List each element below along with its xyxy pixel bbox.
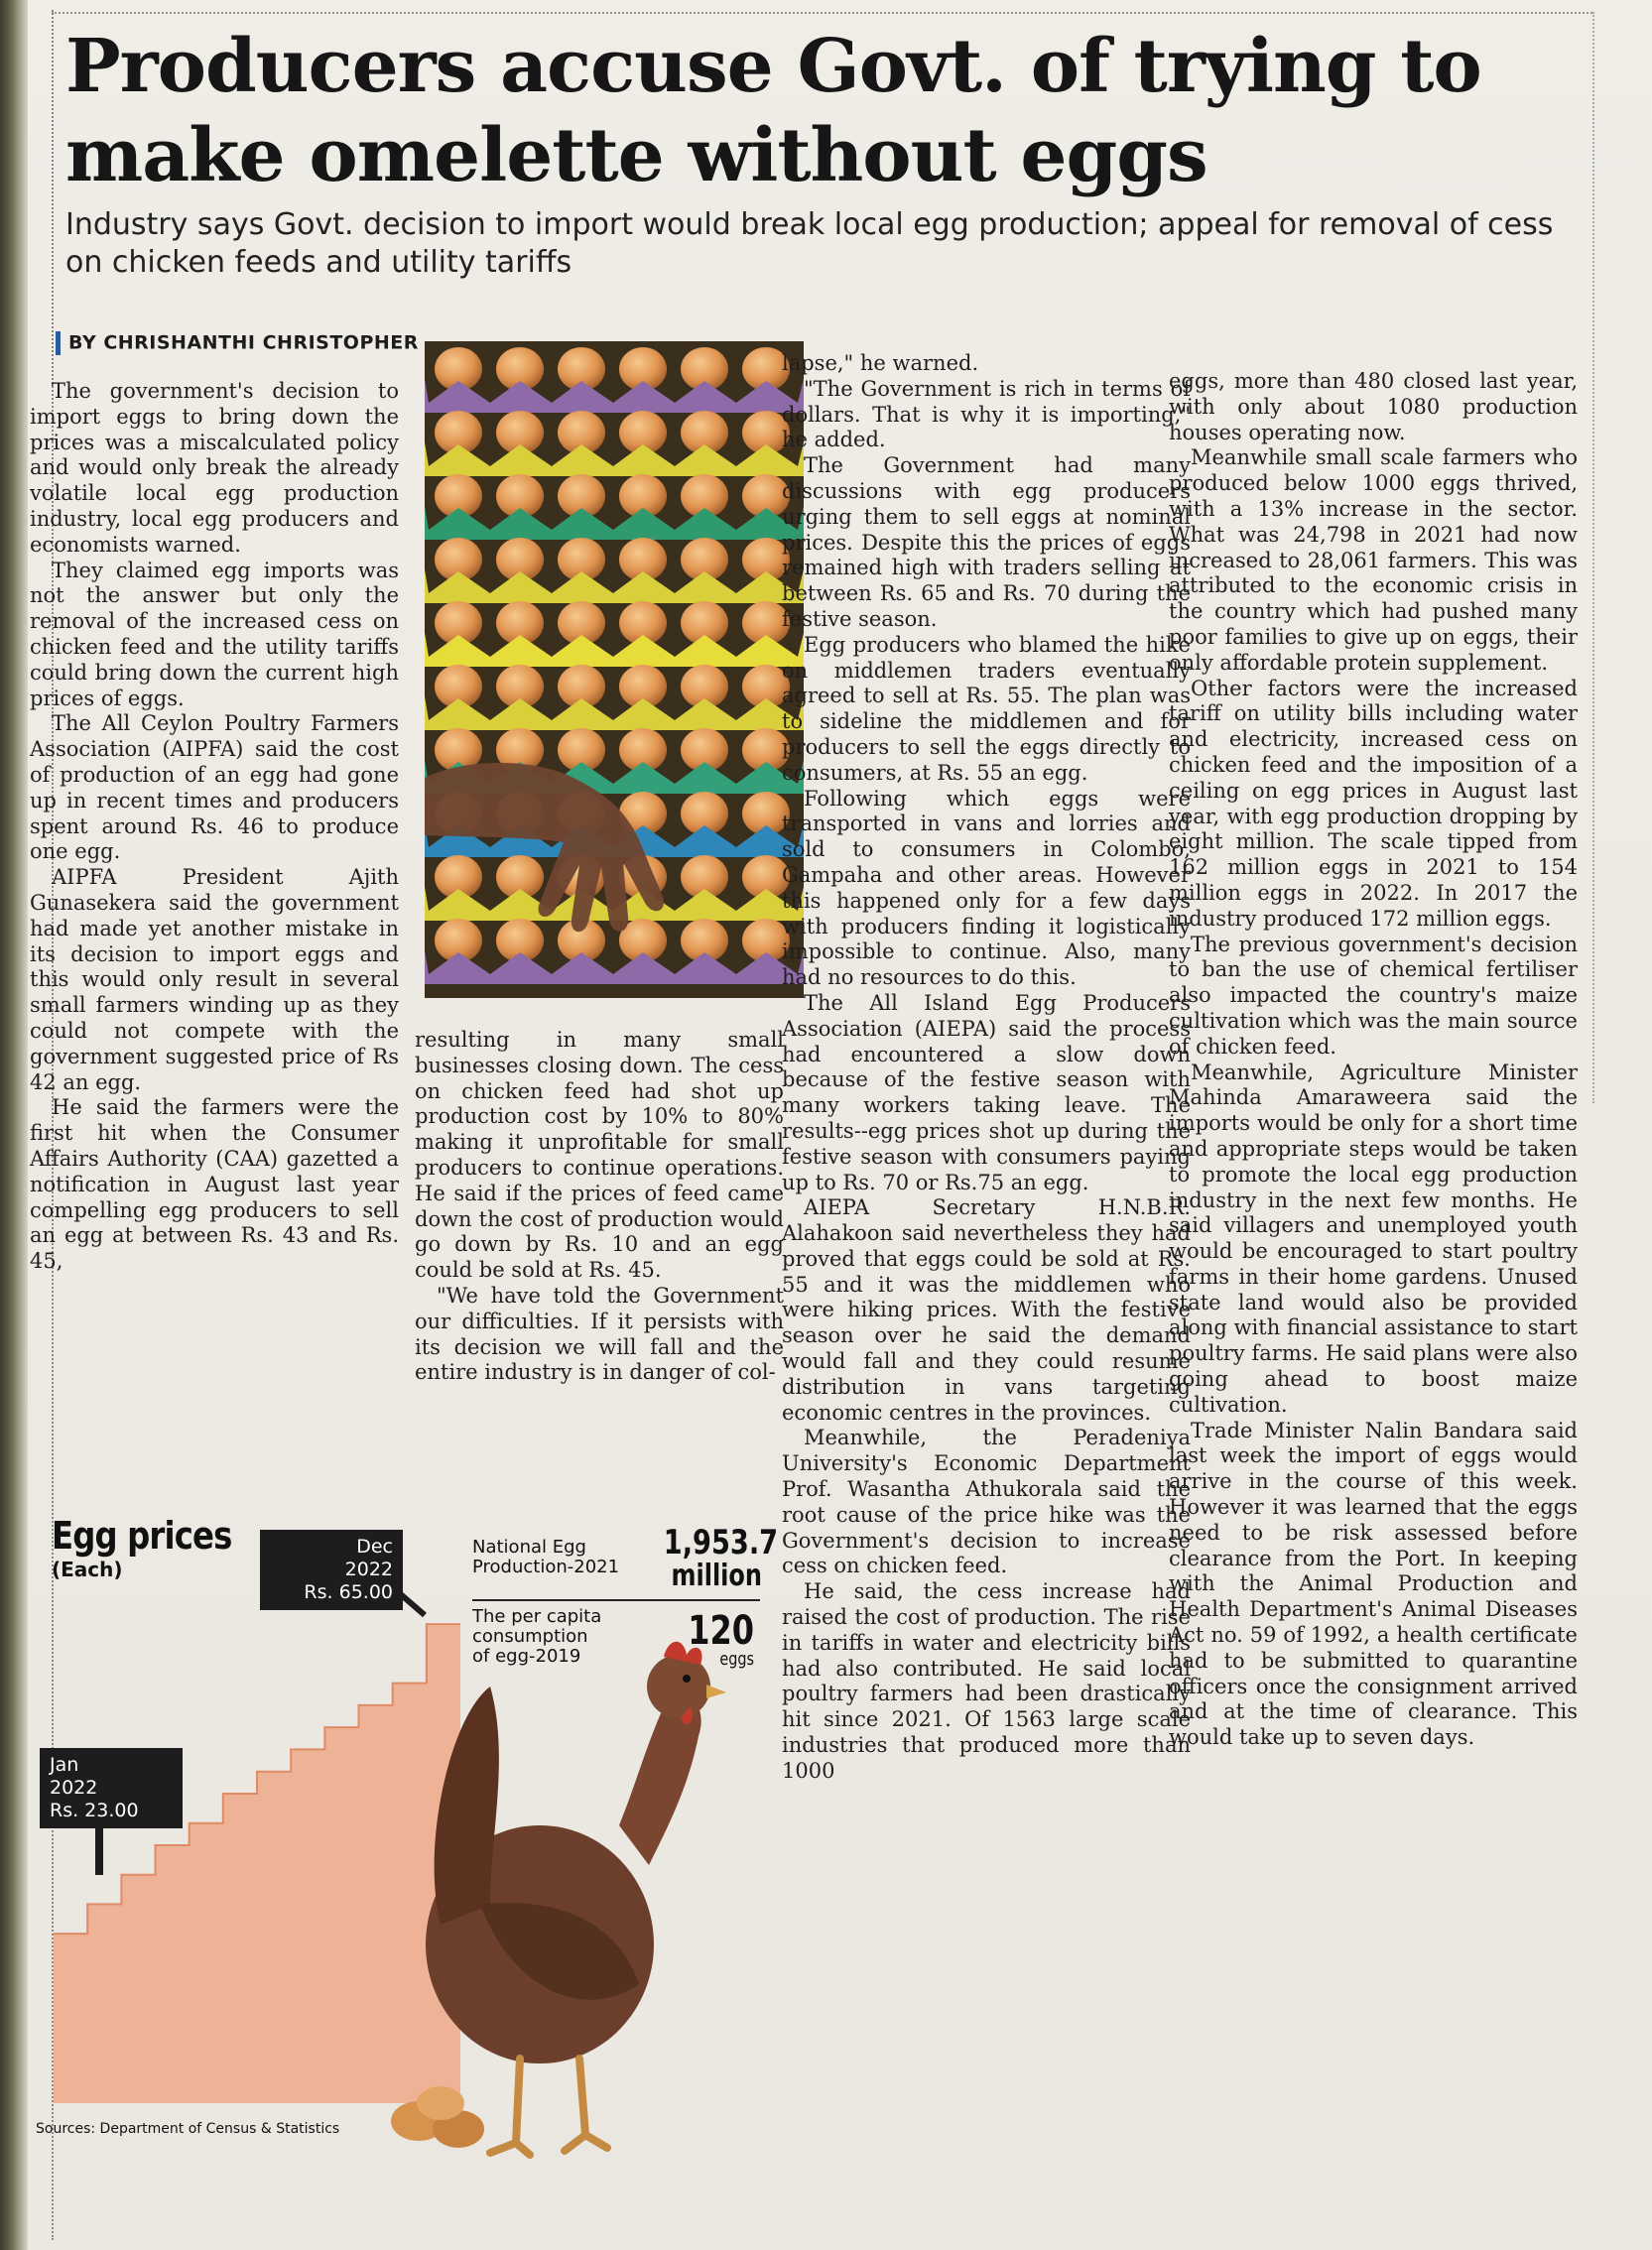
callout-month: Dec (356, 1536, 393, 1558)
stat-value: 1,953.7 (663, 1523, 779, 1562)
paragraph: Following which eggs were transported in vans and lorries and sold to consumers in Colombo, Gampaha and other areas. However this happened only for a few days with producers finding it logistically impossible to continue. Also, many had no resources to do this. (782, 786, 1191, 990)
stat-divider (472, 1599, 760, 1601)
headline-line-2: make omelette without eggs (65, 113, 1207, 198)
stat-consumption-label (472, 1607, 601, 1667)
paragraph: The All Island Egg Producers Association (AIEPA) said the process had encountered a slow down because of the festive season with many workers taking leave. The results--egg prices shot up during the festive season with consumers paying up to Rs. 70 or Rs.75 an egg. (782, 990, 1191, 1194)
paragraph: The Government had many discussions with egg producers urging them to sell eggs at nominal prices. Despite this the prices of eggs remained high with traders selling at between Rs. 65 and Rs. 70 during the festive season. (782, 453, 1191, 631)
paragraph: Egg producers who blamed the hike on middlemen traders eventually agreed to sell at Rs. 55. The plan was to sideline the middlemen and for producers to sell the eggs directly to consumers, at Rs. 55 an egg. (782, 632, 1191, 785)
paragraph: Trade Minister Nalin Bandara said last week the import of eggs would arrive in the course of this week. However it was learned that the eggs need to be risk assessed before clearance from the Port. In keeping with the Animal Production and Health Department's Animal Diseases Act no. 59 of 1992, a health certificate had to be submitted to quarantine officers once the consignment arrived and at the time of clearance. This would take up to seven days. (1169, 1418, 1578, 1750)
article-column-3 (782, 351, 1191, 1785)
stat-label-line: The per capita (472, 1606, 602, 1627)
egg-trays-photo (425, 341, 804, 998)
byline-bar (56, 331, 61, 355)
headline-line-1: Producers accuse Govt. of trying to (65, 24, 1481, 109)
callout-year: 2022 (50, 1777, 98, 1799)
paragraph: resulting in many small businesses closing down. The cess on chicken feed had shot up production cost by 10% to 80% making it unprofitable for small producers to continue operations. He said if the prices of feed came down the cost of production would go down by Rs. 10 and an egg could be sold at Rs. 45. (415, 1028, 784, 1283)
article-column-2 (415, 1028, 784, 1386)
paragraph: The previous government's decision to ban the use of chemical fertiliser also impacted the country's maize cultivation which was the main source of chicken feed. (1169, 932, 1578, 1059)
paragraph: Meanwhile small scale farmers who produced below 1000 eggs thrived, with a 13% increase in the sector. What was 24,798 in 2021 had now increased to 28,061 farmers. This was attributed to the economic crisis in the country which had pushed many poor families to give up on eggs, their only affordable protein supplement. (1169, 445, 1578, 675)
paragraph: Meanwhile, Agriculture Minister Mahinda Amaraweera said the imports would be only for a short time and appropriate steps would be taken to promote the local egg production industry in the next few months. He said villagers and unemployed youth would be encouraged to start poultry farms in their home gardens. Unused state land would also be provided along with financial assistance to start poultry farms. He said plans were also going ahead to boost maize cultivation. (1169, 1060, 1578, 1417)
paragraph: He said, the cess increase had raised the cost of production. The rise in tariffs in water and electricity bills had also contributed. He said local poultry farmers had been drastically hit since 2021. Of 1563 large scale industries that produced more than 1000 (782, 1579, 1191, 1783)
stat-unit: eggs (719, 1649, 754, 1670)
paragraph: AIEPA Secretary H.N.B.R. Alahakoon said nevertheless they had proved that eggs could be sold at Rs. 55 and it was the middlemen who were hiking prices. With the festive season over he said the demand would fall and they could resume distribution in vans targeting economic centres in the provinces. (782, 1195, 1191, 1425)
egg-trays-illustration (425, 341, 804, 998)
dec-2022-callout (260, 1530, 403, 1610)
article-column-4 (1169, 369, 1578, 1751)
article-column-1 (30, 379, 399, 1275)
stat-label-line: Production-2021 (472, 1557, 620, 1577)
stat-production-value (663, 1523, 779, 1593)
chart-source: Sources: Department of Census & Statistics (36, 2121, 340, 2137)
top-dotted-rule (52, 12, 1592, 14)
paragraph: lapse," he warned. (782, 351, 979, 375)
chart-title: Egg prices (52, 1514, 232, 1558)
stat-production-label (472, 1538, 619, 1577)
callout-month: Jan (50, 1754, 79, 1776)
byline-text: BY CHRISHANTHI CHRISTOPHER (68, 331, 419, 354)
paragraph: He said the farmers were the first hit when the Consumer Affairs Authority (CAA) gazetted a notification in August last year compelling egg producers to sell an egg at between Rs. 43 and Rs. 45, (30, 1095, 399, 1274)
price-area (54, 1624, 460, 2103)
paragraph: The government's decision to import eggs to bring down the prices was a miscalculated policy and would only break the already volatile local egg production industry, local egg producers and economists warned. (30, 379, 399, 557)
paragraph: AIPFA President Ajith Gunasekera said the government had made yet another mistake in its decision to import eggs and this would only result in several small farmers winding up as they could not compete with the government suggested price of Rs 42 an egg. (30, 865, 399, 1094)
headline (65, 22, 1613, 200)
stat-unit: million (671, 1559, 762, 1593)
subheadline: Industry says Govt. decision to import would break local egg production; appeal for removal of cess on chicken feeds and utility tariffs (65, 207, 1554, 280)
paragraph: "The Government is rich in terms of dollars. That is why it is importing," he added. (782, 376, 1191, 452)
paragraph: eggs, more than 480 closed last year, with only about 1080 production houses operating now. (1169, 369, 1578, 444)
chart-subtitle: (Each) (52, 1558, 123, 1581)
byline (56, 331, 419, 355)
paragraph: "We have told the Government our difficulties. If it persists with its decision we will fall and the entire industry is in danger of col- (415, 1283, 784, 1385)
stat-value: 120 (688, 1608, 754, 1654)
callout-price: Rs. 23.00 (50, 1800, 139, 1821)
jan-2022-callout (40, 1748, 183, 1828)
paragraph: They claimed egg imports was not the answer but only the removal of the increased cess on chicken feed and the utility tariffs could bring down the current high prices of eggs. (30, 558, 399, 710)
stat-consumption-value (678, 1608, 754, 1670)
stat-label-line: of egg-2019 (472, 1646, 581, 1667)
paragraph: The All Ceylon Poultry Farmers Association (AIPFA) said the cost of production of an egg had gone up in recent times and producers spent around Rs. 46 to produce one egg. (30, 711, 399, 864)
egg-prices-infographic (24, 1508, 778, 2163)
paragraph: Meanwhile, the Peradeniya University's Economic Department Prof. Wasantha Athukorala said the root cause of the price hike was the Government's decision to increase cess on chicken feed. (782, 1426, 1191, 1578)
stat-label-line: National Egg (472, 1537, 586, 1558)
callout-year: 2022 (344, 1559, 393, 1580)
callout-price: Rs. 65.00 (304, 1581, 393, 1603)
paragraph: Other factors were the increased tariff on utility bills including water and electricity, increased cess on chicken feed and the imposition of a ceiling on egg prices in August last year, with egg production dropping by eight million. The scale tipped from 162 million eggs in 2021 to 154 million eggs in 2022. In 2017 the industry produced 172 million eggs. (1169, 676, 1578, 931)
stat-label-line: consumption (472, 1626, 588, 1647)
